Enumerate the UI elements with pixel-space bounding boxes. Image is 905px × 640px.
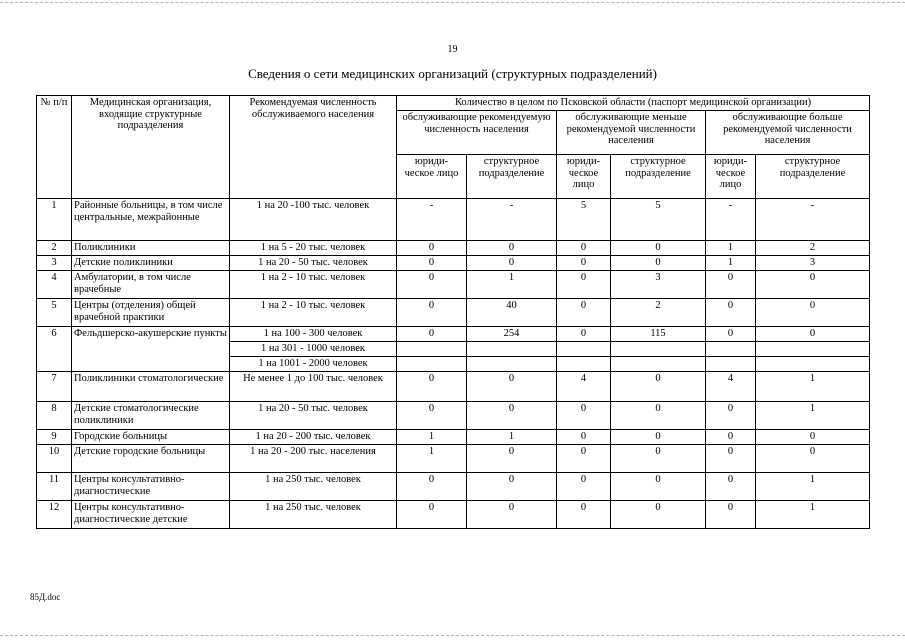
cell-more-structural: 1: [756, 473, 870, 501]
cell-less-legal: 0: [557, 430, 611, 445]
cell-num: 12: [37, 501, 72, 529]
cell-equal-legal: 0: [397, 299, 467, 327]
cell-equal-structural: 0: [467, 372, 557, 402]
cell-recommended-population: 1 на 20 - 200 тыс. населения: [230, 445, 397, 473]
cell-empty: [611, 342, 706, 357]
cell-less-legal: 0: [557, 402, 611, 430]
cell-organization: Детские стоматологические поликлиники: [72, 402, 230, 430]
cell-empty: [756, 342, 870, 357]
scan-top-edge: [0, 2, 905, 3]
cell-recommended-population: 1 на 250 тыс. человек: [230, 473, 397, 501]
cell-num: 3: [37, 256, 72, 271]
table-row: [37, 327, 870, 342]
cell-equal-structural: 0: [467, 402, 557, 430]
cell-empty: [557, 342, 611, 357]
cell-more-structural: 1: [756, 501, 870, 529]
table-row: [37, 372, 870, 402]
table-row: [37, 402, 870, 430]
cell-more-legal: -: [706, 199, 756, 241]
cell-empty: [706, 357, 756, 372]
cell-empty: [397, 357, 467, 372]
cell-recommended-population: Не менее 1 до 100 тыс. человек: [230, 372, 397, 402]
header-legal-entity: юриди- ческое лицо: [557, 155, 611, 199]
cell-equal-structural: 0: [467, 256, 557, 271]
cell-num: 6: [37, 327, 72, 372]
cell-more-legal: 0: [706, 473, 756, 501]
cell-recommended-population: 1 на 250 тыс. человек: [230, 501, 397, 529]
cell-recommended-population: 1 на 20 -100 тыс. человек: [230, 199, 397, 241]
cell-organization: Амбулатории, в том числе врачебные: [72, 271, 230, 299]
cell-empty: [467, 357, 557, 372]
cell-equal-structural: 0: [467, 241, 557, 256]
cell-more-legal: 0: [706, 445, 756, 473]
header-recommended-population: Рекомендуемая численность обслуживаемого населения: [230, 96, 397, 199]
cell-empty: [706, 342, 756, 357]
cell-num: 4: [37, 271, 72, 299]
cell-organization: Детские поликлиники: [72, 256, 230, 271]
table-row: [37, 445, 870, 473]
cell-less-structural: 115: [611, 327, 706, 342]
cell-num: 1: [37, 199, 72, 241]
cell-recommended-population: 1 на 5 - 20 тыс. человек: [230, 241, 397, 256]
medical-network-table: [36, 95, 870, 529]
cell-empty: [611, 357, 706, 372]
header-organization: Медицинская организация, входящие структурные подразделения: [72, 96, 230, 199]
cell-equal-structural: 40: [467, 299, 557, 327]
cell-empty: [397, 342, 467, 357]
header-total-pskov-region: Количество в целом по Псковской области (паспорт медицинской организации): [397, 96, 870, 111]
cell-more-legal: 0: [706, 501, 756, 529]
cell-less-structural: 0: [611, 445, 706, 473]
cell-empty: [756, 357, 870, 372]
document-title: Сведения о сети медицинских организаций (структурных подразделений): [248, 66, 657, 81]
cell-equal-legal: 1: [397, 445, 467, 473]
table-row: [37, 430, 870, 445]
cell-more-structural: 3: [756, 256, 870, 271]
cell-organization: Районные больницы, в том числе центральные, межрайонные: [72, 199, 230, 241]
cell-equal-structural: 254: [467, 327, 557, 342]
cell-equal-structural: -: [467, 199, 557, 241]
table-header: [37, 96, 870, 199]
cell-less-structural: 0: [611, 430, 706, 445]
cell-more-structural: 1: [756, 372, 870, 402]
scan-bottom-edge: [0, 635, 905, 636]
cell-num: 5: [37, 299, 72, 327]
cell-more-structural: 0: [756, 327, 870, 342]
cell-less-legal: 0: [557, 241, 611, 256]
table-row: [37, 501, 870, 529]
cell-more-structural: 2: [756, 241, 870, 256]
cell-less-structural: 5: [611, 199, 706, 241]
table-row: [37, 473, 870, 501]
cell-less-legal: 0: [557, 473, 611, 501]
cell-less-legal: 0: [557, 445, 611, 473]
cell-less-legal: 0: [557, 501, 611, 529]
cell-more-structural: -: [756, 199, 870, 241]
cell-less-structural: 3: [611, 271, 706, 299]
cell-more-structural: 1: [756, 402, 870, 430]
table-row: [37, 299, 870, 327]
header-legal-entity: юриди- ческое лицо: [706, 155, 756, 199]
cell-more-legal: 1: [706, 241, 756, 256]
table-row: [37, 241, 870, 256]
cell-less-legal: 4: [557, 372, 611, 402]
cell-recommended-population: 1 на 20 - 200 тыс. человек: [230, 430, 397, 445]
cell-less-legal: 0: [557, 327, 611, 342]
cell-less-legal: 0: [557, 271, 611, 299]
cell-equal-legal: 0: [397, 256, 467, 271]
header-structural-unit: структурное подразделение: [756, 155, 870, 199]
cell-more-structural: 0: [756, 445, 870, 473]
cell-less-structural: 0: [611, 256, 706, 271]
cell-more-legal: 4: [706, 372, 756, 402]
header-group-equal: обслуживающие рекомендуемую численность населения: [397, 111, 557, 155]
cell-organization: Фельдшерско-акушерские пункты: [72, 327, 230, 372]
cell-equal-structural: 1: [467, 430, 557, 445]
table-body: [37, 199, 870, 529]
cell-less-legal: 0: [557, 299, 611, 327]
cell-equal-legal: 0: [397, 241, 467, 256]
cell-recommended-population: 1 на 100 - 300 человек: [230, 327, 397, 342]
cell-organization: Центры (отделения) общей врачебной практики: [72, 299, 230, 327]
cell-more-structural: 0: [756, 299, 870, 327]
cell-equal-structural: 0: [467, 473, 557, 501]
cell-num: 9: [37, 430, 72, 445]
header-structural-unit: структурное подразделение: [611, 155, 706, 199]
header-legal-entity: юриди- ческое лицо: [397, 155, 467, 199]
cell-equal-legal: 1: [397, 430, 467, 445]
header-group-less: обслуживающие меньше рекомендуемой численности населения: [557, 111, 706, 155]
cell-recommended-population: 1 на 2 - 10 тыс. человек: [230, 271, 397, 299]
cell-more-legal: 0: [706, 271, 756, 299]
file-name-footer: 85Д.doc: [30, 592, 61, 602]
cell-recommended-population: 1 на 301 - 1000 человек: [230, 342, 397, 357]
cell-equal-legal: 0: [397, 271, 467, 299]
cell-recommended-population: 1 на 2 - 10 тыс. человек: [230, 299, 397, 327]
table-row: [37, 256, 870, 271]
cell-more-legal: 0: [706, 299, 756, 327]
cell-less-structural: 0: [611, 501, 706, 529]
cell-less-structural: 0: [611, 402, 706, 430]
cell-more-structural: 0: [756, 430, 870, 445]
cell-organization: Центры консультативно-диагностические: [72, 473, 230, 501]
cell-empty: [467, 342, 557, 357]
cell-organization: Поликлиники стоматологические: [72, 372, 230, 402]
cell-more-legal: 0: [706, 430, 756, 445]
cell-recommended-population: 1 на 20 - 50 тыс. человек: [230, 402, 397, 430]
cell-less-legal: 5: [557, 199, 611, 241]
cell-empty: [557, 357, 611, 372]
header-structural-unit: структурное подразделение: [467, 155, 557, 199]
cell-less-legal: 0: [557, 256, 611, 271]
header-group-more: обслуживающие больше рекомендуемой численности населения: [706, 111, 870, 155]
cell-equal-legal: 0: [397, 402, 467, 430]
header-num: № п/п: [37, 96, 72, 199]
cell-less-structural: 0: [611, 473, 706, 501]
cell-more-structural: 0: [756, 271, 870, 299]
cell-equal-legal: 0: [397, 501, 467, 529]
cell-less-structural: 0: [611, 241, 706, 256]
cell-recommended-population: 1 на 1001 - 2000 человек: [230, 357, 397, 372]
cell-organization: Городские больницы: [72, 430, 230, 445]
cell-num: 10: [37, 445, 72, 473]
cell-equal-structural: 1: [467, 271, 557, 299]
cell-organization: Детские городские больницы: [72, 445, 230, 473]
cell-equal-structural: 0: [467, 445, 557, 473]
table-row: [37, 199, 870, 241]
cell-less-structural: 2: [611, 299, 706, 327]
cell-num: 8: [37, 402, 72, 430]
cell-more-legal: 0: [706, 402, 756, 430]
cell-num: 2: [37, 241, 72, 256]
cell-more-legal: 1: [706, 256, 756, 271]
cell-organization: Центры консультативно-диагностические детские: [72, 501, 230, 529]
cell-num: 11: [37, 473, 72, 501]
cell-equal-legal: 0: [397, 372, 467, 402]
cell-equal-legal: 0: [397, 327, 467, 342]
table-row: [37, 271, 870, 299]
page-number: 19: [447, 44, 458, 55]
cell-num: 7: [37, 372, 72, 402]
cell-recommended-population: 1 на 20 - 50 тыс. человек: [230, 256, 397, 271]
cell-organization: Поликлиники: [72, 241, 230, 256]
cell-equal-legal: -: [397, 199, 467, 241]
cell-equal-structural: 0: [467, 501, 557, 529]
cell-equal-legal: 0: [397, 473, 467, 501]
cell-more-legal: 0: [706, 327, 756, 342]
cell-less-structural: 0: [611, 372, 706, 402]
